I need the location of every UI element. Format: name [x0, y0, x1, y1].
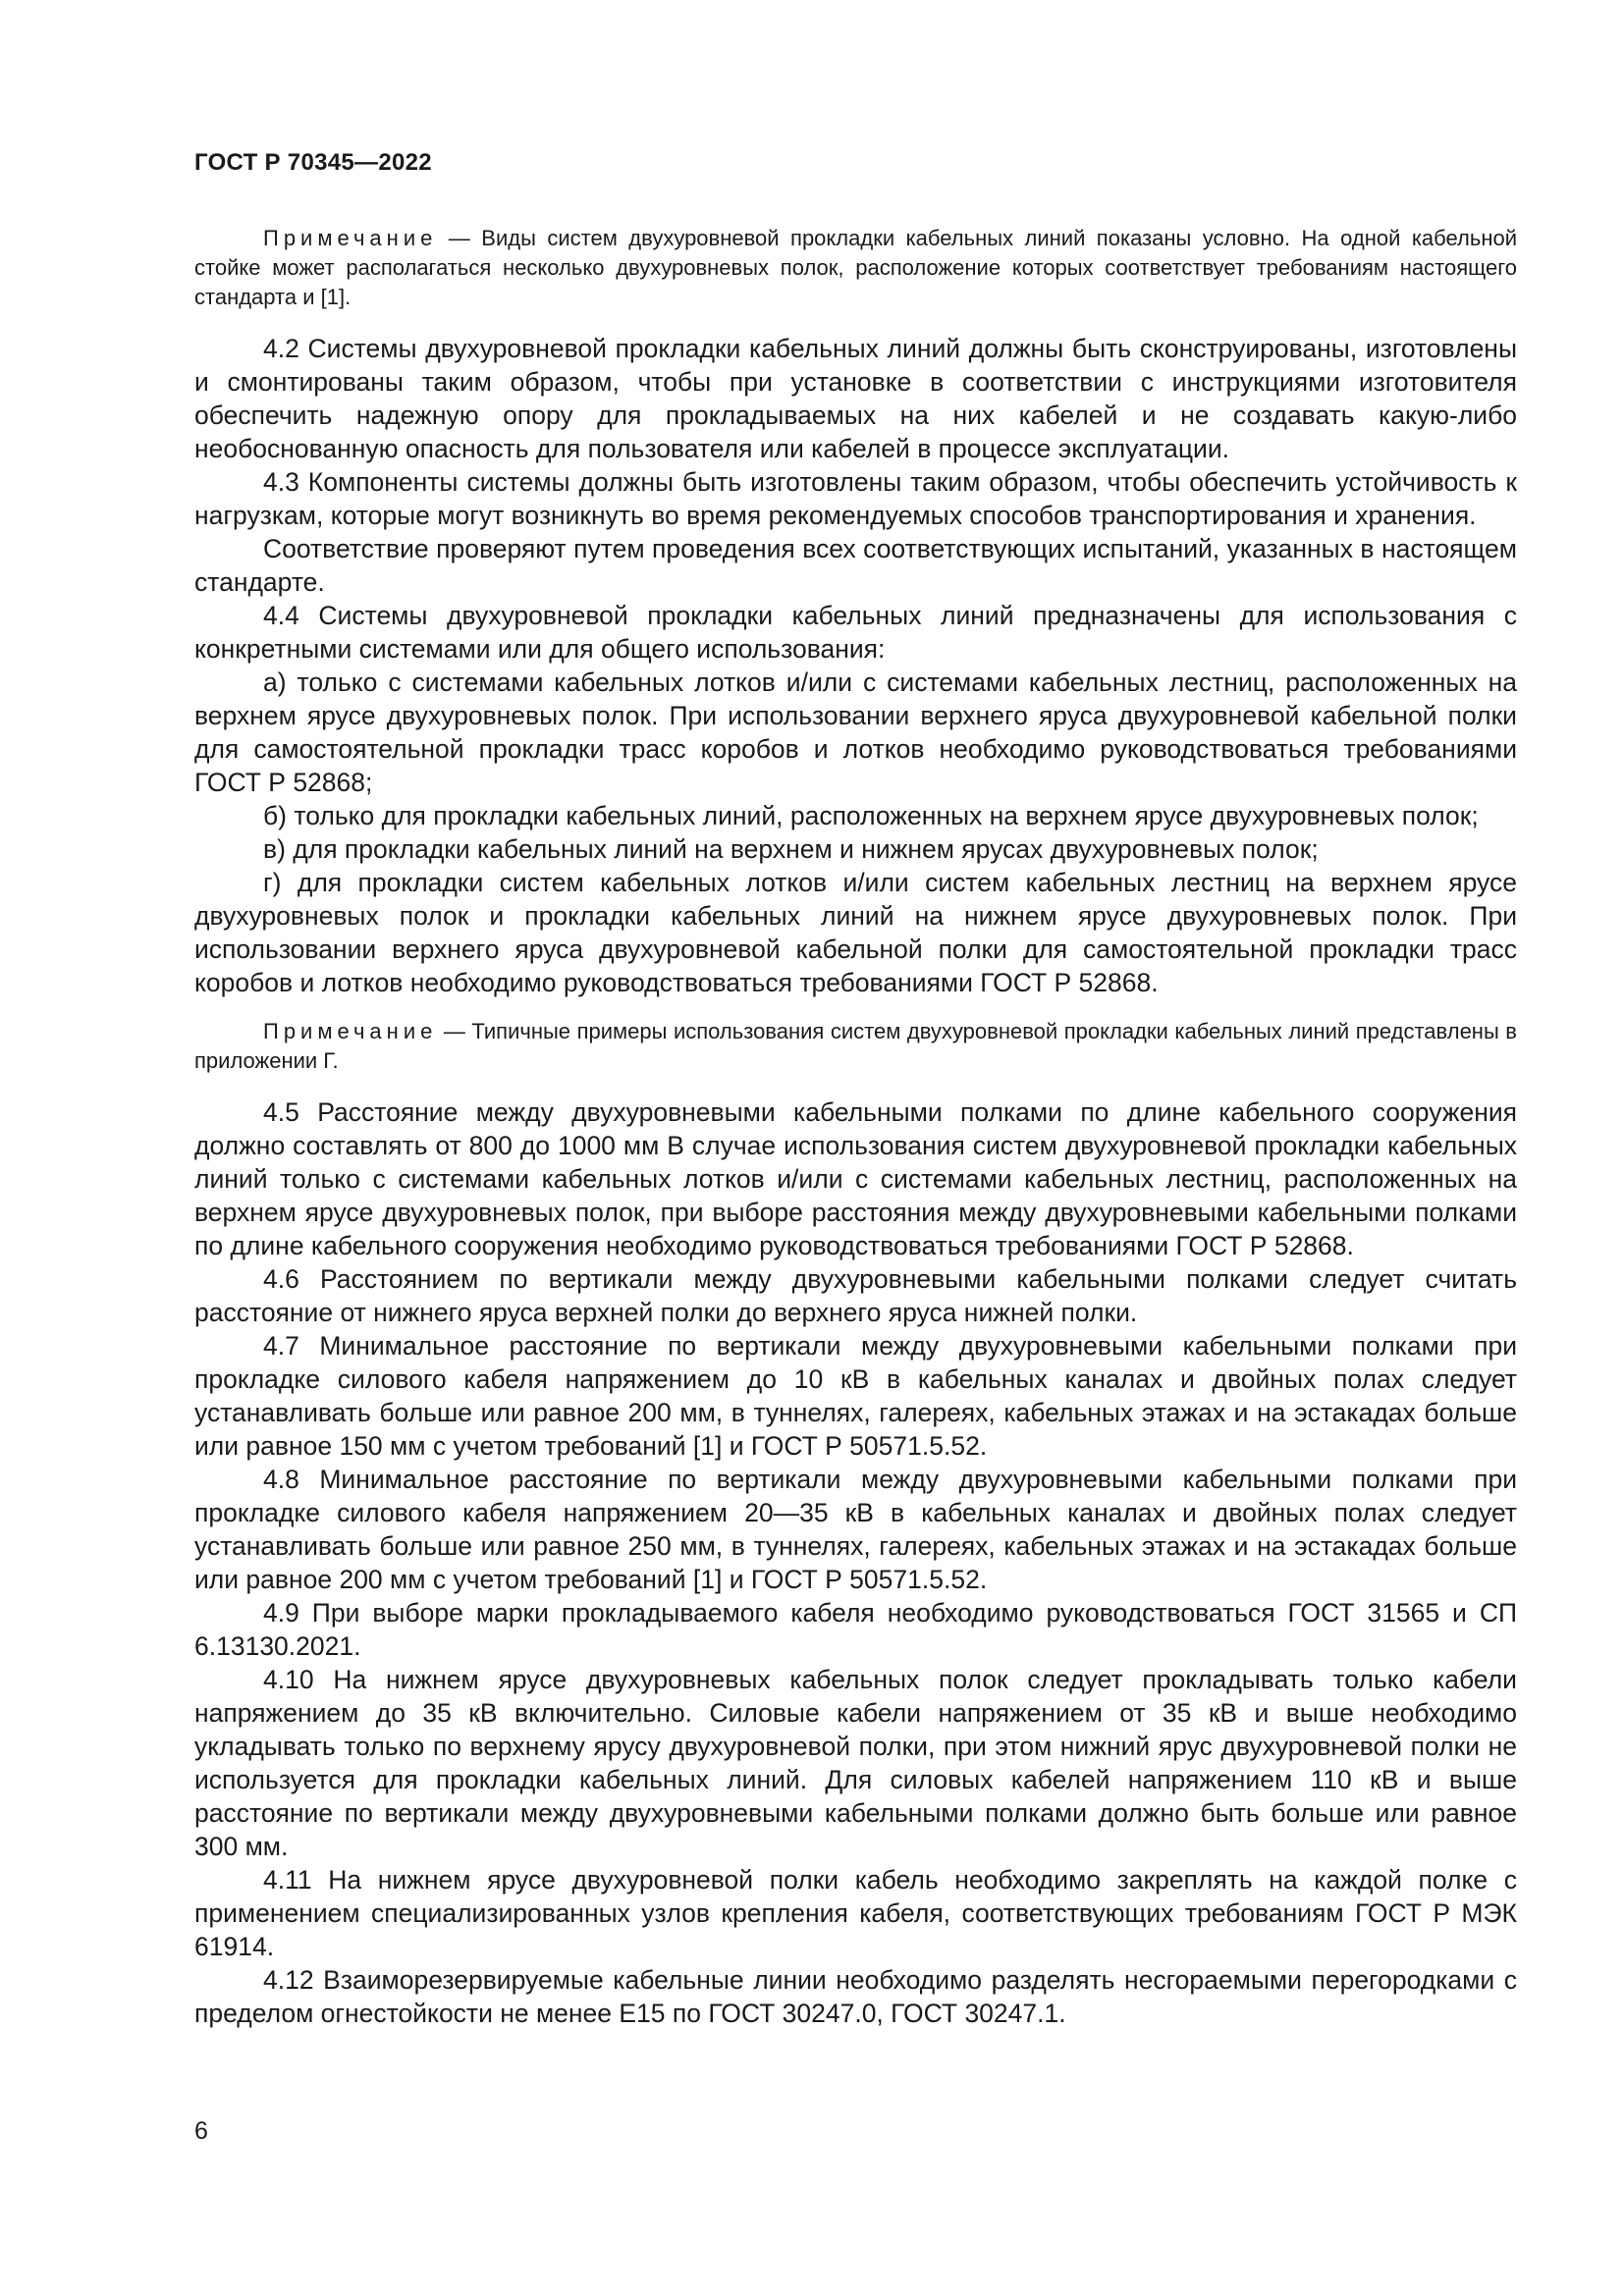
- note-1-label: Примечание: [263, 226, 438, 250]
- paragraph-4-5: 4.5 Расстояние между двухуровневыми кабельными полками по длине кабельного сооружения должно составлять от 800 до 1000 мм В случае использования систем двухуровневой прокладки кабельных линий только с системами кабельных лотков и/или с системами кабельных лестниц, расположенных на верхнем ярусе двухуровневых полок, при выборе расстояния между двухуровневыми кабельными полками по длине кабельного сооружения необходимо руководствоваться требованиями ГОСТ Р 52868.: [194, 1097, 1517, 1260]
- list-item-v: в) для прокладки кабельных линий на верхнем и нижнем ярусах двухуровневых полок;: [263, 834, 1319, 864]
- note-2-text: — Типичные примеры использования систем двухуровневой прокладки кабельных линий представлены в приложении Г.: [194, 1019, 1517, 1073]
- page-header-standard-id: ГОСТ Р 70345—2022: [194, 149, 432, 176]
- paragraph-4-3: 4.3 Компоненты системы должны быть изготовлены таким образом, чтобы обеспечить устойчивость к нагрузкам, которые могут возникнуть во время рекомендуемых способов транспортирования и хранения.: [194, 467, 1517, 530]
- note-2-label: Примечание: [263, 1019, 438, 1043]
- list-item-a: а) только с системами кабельных лотков и/или с системами кабельных лестниц, расположенных на верхнем ярусе двухуровневых полок. При использовании верхнего яруса двухуровневой кабельной полки для самостоятельной прокладки трасс коробов и лотков необходимо руководствоваться требованиями ГОСТ Р 52868;: [194, 667, 1517, 797]
- paragraph-4-8: 4.8 Минимальное расстояние по вертикали между двухуровневыми кабельными полками при прокладке силового кабеля напряжением 20—35 кВ в кабельных каналах и двойных полах следует устанавливать больше или равное 250 мм, в туннелях, галереях, кабельных этажах и на эстакадах больше или равное 200 мм с учетом требований [1] и ГОСТ Р 50571.5.52.: [194, 1465, 1517, 1594]
- note-2: [194, 1017, 1517, 1076]
- note-1-text: — Виды систем двухуровневой прокладки кабельных линий показаны условно. На одной кабельной стойке может располагаться несколько двухуровневых полок, расположение которых соответствует требованиям настоящего стандарта и [1].: [194, 226, 1517, 309]
- paragraph-4-12: 4.12 Взаиморезервируемые кабельные линии необходимо разделять несгораемыми перегородками с пределом огнестойкости не менее Е15 по ГОСТ 30247.0, ГОСТ 30247.1.: [194, 1965, 1517, 2028]
- paragraph-4-7: 4.7 Минимальное расстояние по вертикали между двухуровневыми кабельными полками при прокладке силового кабеля напряжением до 10 кВ в кабельных каналах и двойных полах следует устанавливать больше или равное 200 мм, в туннелях, галереях, кабельных этажах и на эстакадах больше или равное 150 мм с учетом требований [1] и ГОСТ Р 50571.5.52.: [194, 1331, 1517, 1461]
- document-body: [194, 224, 1517, 2030]
- paragraph-4-6: 4.6 Расстоянием по вертикали между двухуровневыми кабельными полками следует считать расстояние от нижнего яруса верхней полки до верхнего яруса нижней полки.: [194, 1264, 1517, 1327]
- paragraph-4-3-conformity: Соответствие проверяют путем проведения всех соответствующих испытаний, указанных в настоящем стандарте.: [194, 534, 1517, 597]
- paragraph-4-2: 4.2 Системы двухуровневой прокладки кабельных линий должны быть сконструированы, изготовлены и смонтированы таким образом, чтобы при установке в соответствии с инструкциями изготовителя обеспечить надежную опору для прокладываемых на них кабелей и не создавать какую-либо необоснованную опасность для пользователя или кабелей в процессе эксплуатации.: [194, 334, 1517, 463]
- list-item-b: б) только для прокладки кабельных линий, расположенных на верхнем ярусе двухуровневых полок;: [263, 801, 1479, 830]
- paragraph-4-10: 4.10 На нижнем ярусе двухуровневых кабельных полок следует прокладывать только кабели напряжением до 35 кВ включительно. Силовые кабели напряжением от 35 кВ и выше необходимо укладывать только по верхнему ярусу двухуровневой полки, при этом нижний ярус двухуровневой полки не используется для прокладки кабельных линий. Для силовых кабелей напряжением 110 кВ и выше расстояние по вертикали между двухуровневыми кабельными полками должно быть больше или равное 300 мм.: [194, 1665, 1517, 1861]
- paragraph-4-4: 4.4 Системы двухуровневой прокладки кабельных линий предназначены для использования с конкретными системами или для общего использования:: [194, 601, 1517, 664]
- page-number: 6: [194, 2117, 208, 2145]
- paragraph-4-9: 4.9 При выборе марки прокладываемого кабеля необходимо руководствоваться ГОСТ 31565 и СП 6.13130.2021.: [194, 1598, 1517, 1661]
- note-1: [194, 224, 1517, 312]
- list-item-g: г) для прокладки систем кабельных лотков и/или систем кабельных лестниц на верхнем ярусе двухуровневых полок и прокладки кабельных линий на нижнем ярусе двухуровневых полок. При использовании верхнего яруса двухуровневой кабельной полки для самостоятельной прокладки трасс коробов и лотков необходимо руководствоваться требованиями ГОСТ Р 52868.: [194, 868, 1517, 997]
- paragraph-4-11: 4.11 На нижнем ярусе двухуровневой полки кабель необходимо закреплять на каждой полке с применением специализированных узлов крепления кабеля, соответствующих требованиям ГОСТ Р МЭК 61914.: [194, 1865, 1517, 1961]
